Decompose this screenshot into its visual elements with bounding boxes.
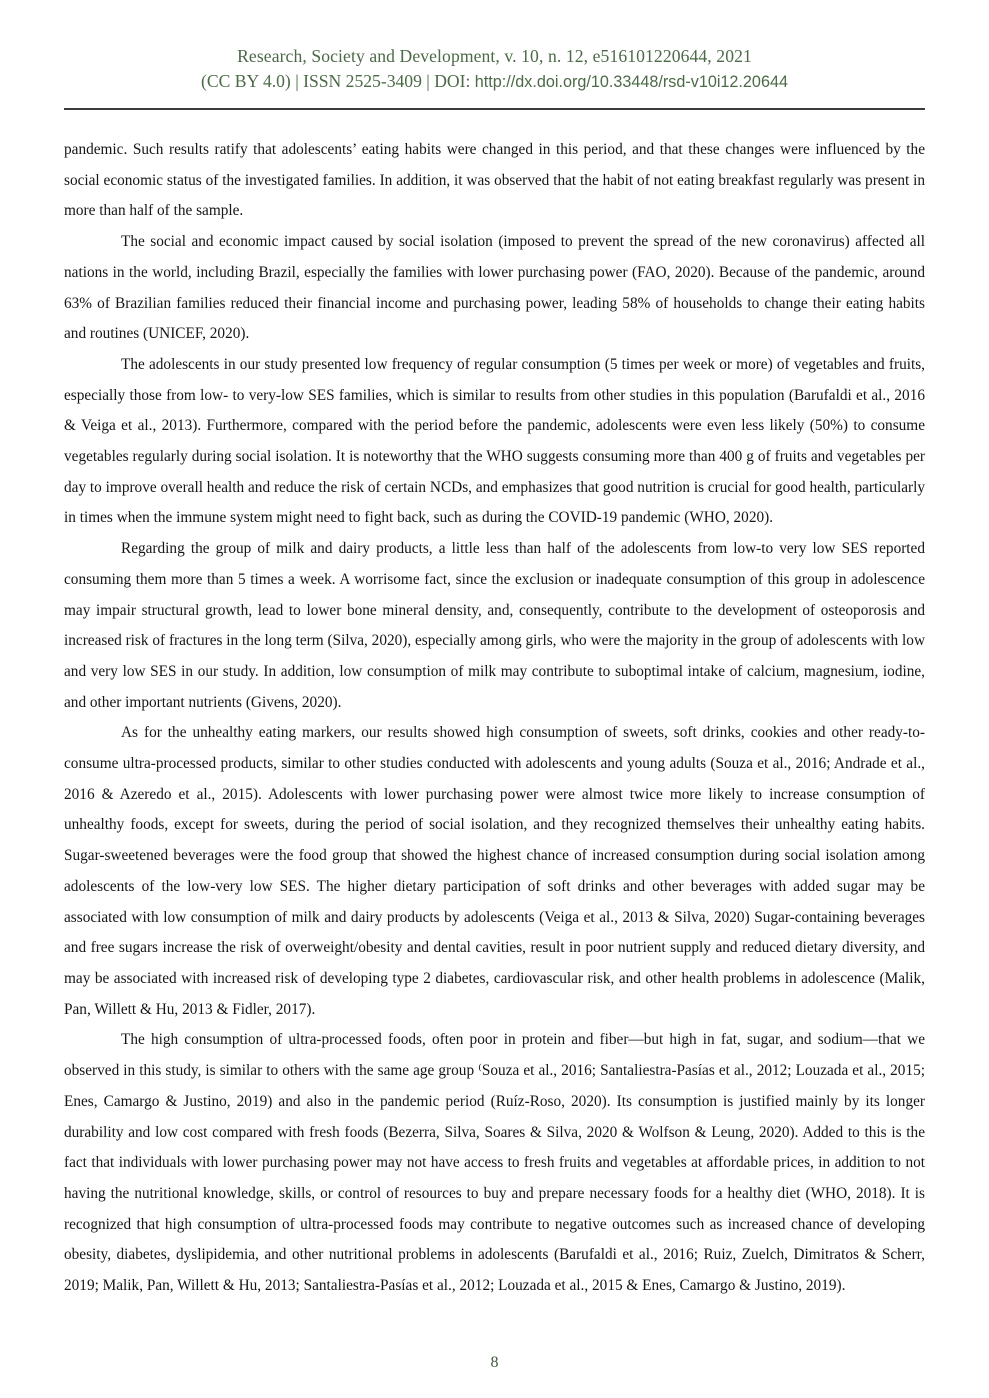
paragraph-social-impact: The social and economic impact caused by social isolation (imposed to prevent the spread of the new coronavirus) affected all nations in the world, including Brazil, especially the families with lower purchasing power (FAO, 2020). Because of the pandemic, around 63% of Brazilian families reduced their financial income and purchasing power, leading 58% of households to change their eating habits and routines (UNICEF, 2020). xyxy=(64,233,925,343)
paragraph-milk-dairy: Regarding the group of milk and dairy products, a little less than half of the adolescents from low-to very low SES reported consuming them more than 5 times a week. A worrisome fact, since the exclusion or inadequate consumption of this group in adolescence may impair structural growth, lead to lower bone mineral density, and, consequently, contribute to the development of osteoporosis and increased risk of fractures in the long term (Silva, 2020), especially among girls, who were the majority in the group of adolescents with low and very low SES in our study. In addition, low consumption of milk may contribute to suboptimal intake of calcium, magnesium, iodine, and other important nutrients (Givens, 2020). xyxy=(64,540,925,711)
header-divider xyxy=(64,108,925,110)
journal-title-line: Research, Society and Development, v. 10, n. 12, e516101220644, 2021 xyxy=(237,46,752,66)
paragraph-unhealthy-markers: As for the unhealthy eating markers, our results showed high consumption of sweets, soft drinks, cookies and other ready-to-consume ultra-processed products, similar to other studies conducted with adolescents and young adults (Souza et al., 2016; Andrade et al., 2016 & Azeredo et al., 2015). Adolescents with lower purchasing power were almost twice more likely to increase consumption of unhealthy foods, except for sweets, during the period of social isolation, and they recognized themselves their unhealthy eating habits. Sugar-sweetened beverages were the food group that showed the highest chance of increased consumption during social isolation among adolescents of the low-very low SES. The higher dietary participation of soft drinks and other beverages with added sugar may be associated with low consumption of milk and dairy products by adolescents (Veiga et al., 2013 & Silva, 2020) Sugar-containing beverages and free sugars increase the risk of overweight/obesity and dental cavities, result in poor nutrient supply and reduced dietary diversity, and may be associated with increased risk of developing type 2 diabetes, cardiovascular risk, and other health problems in adolescence (Malik, Pan, Willett & Hu, 2013 & Fidler, 2017). xyxy=(64,724,925,1018)
journal-header xyxy=(64,44,925,95)
doi-link[interactable]: http://dx.doi.org/10.33448/rsd-v10i12.20644 xyxy=(474,73,788,91)
article-text xyxy=(64,135,925,1302)
page-footer xyxy=(0,1354,989,1372)
page-number: 8 xyxy=(490,1354,499,1371)
journal-meta-line xyxy=(64,69,925,95)
journal-issn-text: (CC BY 4.0) | ISSN 2525-3409 | DOI: xyxy=(201,71,475,91)
paragraph-ultraprocessed-foods: The high consumption of ultra-processed foods, often poor in protein and fiber—but high in fat, sugar, and sodium—that we observed in this study, is similar to others with the same age group ⁽Souza et al., 2016; Santaliestra-Pasías et al., 2012; Louzada et al., 2015; Enes, Camargo & Justino, 2019) and also in the pandemic period (Ruíz-Roso, 2020). Its consumption is justified mainly by its longer durability and low cost compared with fresh foods (Bezerra, Silva, Soares & Silva, 2020 & Wolfson & Leung, 2020). Added to this is the fact that individuals with lower purchasing power may not have access to fresh fruits and vegetables at affordable prices, in addition to not having the nutritional knowledge, skills, or control of resources to buy and prepare necessary foods for a healthy diet (WHO, 2018). It is recognized that high consumption of ultra-processed foods may contribute to negative outcomes such as increased chance of developing obesity, diabetes, dyslipidemia, and other nutritional problems in adolescents (Barufaldi et al., 2016; Ruiz, Zuelch, Dimitratos & Scherr, 2019; Malik, Pan, Willett & Hu, 2013; Santaliestra-Pasías et al., 2012; Louzada et al., 2015 & Enes, Camargo & Justino, 2019). xyxy=(64,1031,925,1295)
paragraph-continuation: pandemic. Such results ratify that adolescents’ eating habits were changed in this period, and that these changes were influenced by the social economic status of the investigated families. In addition, it was observed that the habit of not eating breakfast regularly was present in more than half of the sample. xyxy=(64,141,925,220)
paragraph-vegetables-fruits: The adolescents in our study presented low frequency of regular consumption (5 times per week or more) of vegetables and fruits, especially those from low- to very-low SES families, which is similar to results from other studies in this population (Barufaldi et al., 2016 & Veiga et al., 2013). Furthermore, compared with the period before the pandemic, adolescents were even less likely (50%) to consume vegetables regularly during social isolation. It is noteworthy that the WHO suggests consuming more than 400 g of fruits and vegetables per day to improve overall health and reduce the risk of certain NCDs, and emphasizes that good nutrition is crucial for good health, particularly in times when the immune system might need to fight back, such as during the COVID-19 pandemic (WHO, 2020). xyxy=(64,355,925,527)
